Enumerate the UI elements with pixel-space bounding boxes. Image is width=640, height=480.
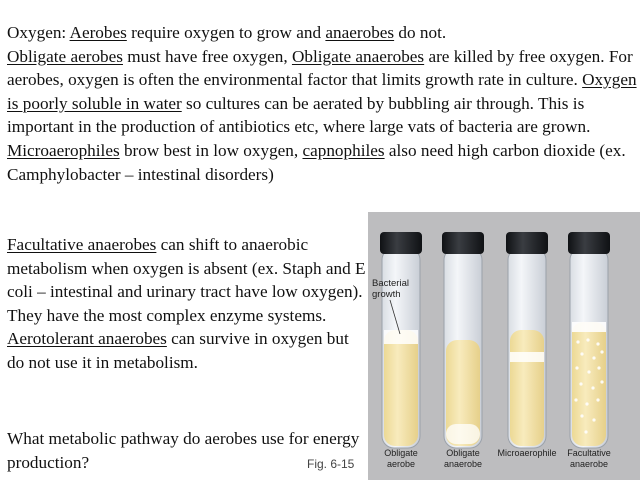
growth-layer: [510, 352, 544, 362]
tube-microaerophile: [506, 232, 548, 448]
intro-text: require oxygen to grow and: [126, 23, 326, 42]
growth-layer: [384, 330, 418, 344]
annotation-bacterial: Bacterial: [372, 278, 409, 289]
intro-text: brow best in low oxygen,: [119, 140, 303, 160]
intro-text: also need high carbon dioxide (ex. Camphylobacter – intestinal disorders): [7, 140, 626, 184]
term-capnophiles: capnophiles: [302, 140, 385, 160]
term-aerobes: Aerobes: [69, 23, 127, 42]
intro-text: so cultures can be aerated by bubbling air through. This is important in the production of antibiotics etc, where large vats of bacteria are grown.: [7, 93, 591, 137]
cap: [380, 232, 422, 254]
cap: [568, 232, 610, 254]
question-text: What metabolic pathway do aerobes use for energy production?: [7, 429, 360, 472]
intro-text: do not.: [394, 23, 447, 42]
term-poorly-soluble: Oxygen is poorly soluble in water: [7, 70, 637, 113]
term-anaerobes: anaerobes: [325, 23, 395, 42]
facultative-text: can shift to anaerobic metabolism when oxygen is absent (ex. Staph and E coli – intestinal and urinary tract have low oxygen). They have the most complex enzyme systems.: [7, 235, 366, 325]
label-microaerophile: Microaerophile: [497, 448, 557, 458]
tubes-illustration: [368, 212, 640, 480]
figure-number: Fig. 6-15: [307, 457, 355, 471]
term-microaerophiles: Microaerophiles: [7, 140, 120, 160]
term-facultative-anaerobes: Facultative anaerobes: [7, 235, 157, 254]
tube-obligate-anaerobe: [442, 232, 484, 448]
tube-facultative-anaerobe: [568, 232, 610, 448]
oxygen-tubes-figure: [368, 212, 640, 480]
label-obligate-anaerobe-2: anaerobe: [443, 459, 483, 469]
label-obligate-anaerobe-1: Obligate: [446, 448, 480, 458]
label-obligate-aerobe-1: Obligate: [384, 448, 418, 458]
growth-layer: [446, 424, 480, 444]
intro-text: must have free oxygen,: [122, 46, 292, 66]
facultative-paragraph: [7, 233, 369, 375]
label-facultative-anaerobe-2: anaerobe: [569, 459, 609, 469]
label-obligate-aerobe-2: aerobe: [386, 459, 416, 469]
intro-lead: Oxygen:: [7, 23, 70, 42]
cap: [442, 232, 484, 254]
annotation-growth: growth: [372, 289, 401, 300]
facultative-text: can survive in oxygen but do not use it in metabolism.: [7, 329, 349, 372]
oxygen-intro-paragraph: [7, 21, 637, 186]
cap: [506, 232, 548, 254]
intro-text: are killed by free oxygen. For aerobes, oxygen is often the environmental factor that limits growth rate in culture.: [7, 46, 633, 90]
label-facultative-anaerobe-1: Facultative: [567, 448, 611, 458]
term-aerotolerant-anaerobes: Aerotolerant anaerobes: [7, 329, 167, 349]
tube-obligate-aerobe: [380, 232, 422, 448]
term-obligate-anaerobes: Obligate anaerobes: [291, 46, 425, 66]
term-obligate-aerobes: Obligate aerobes: [7, 46, 123, 66]
